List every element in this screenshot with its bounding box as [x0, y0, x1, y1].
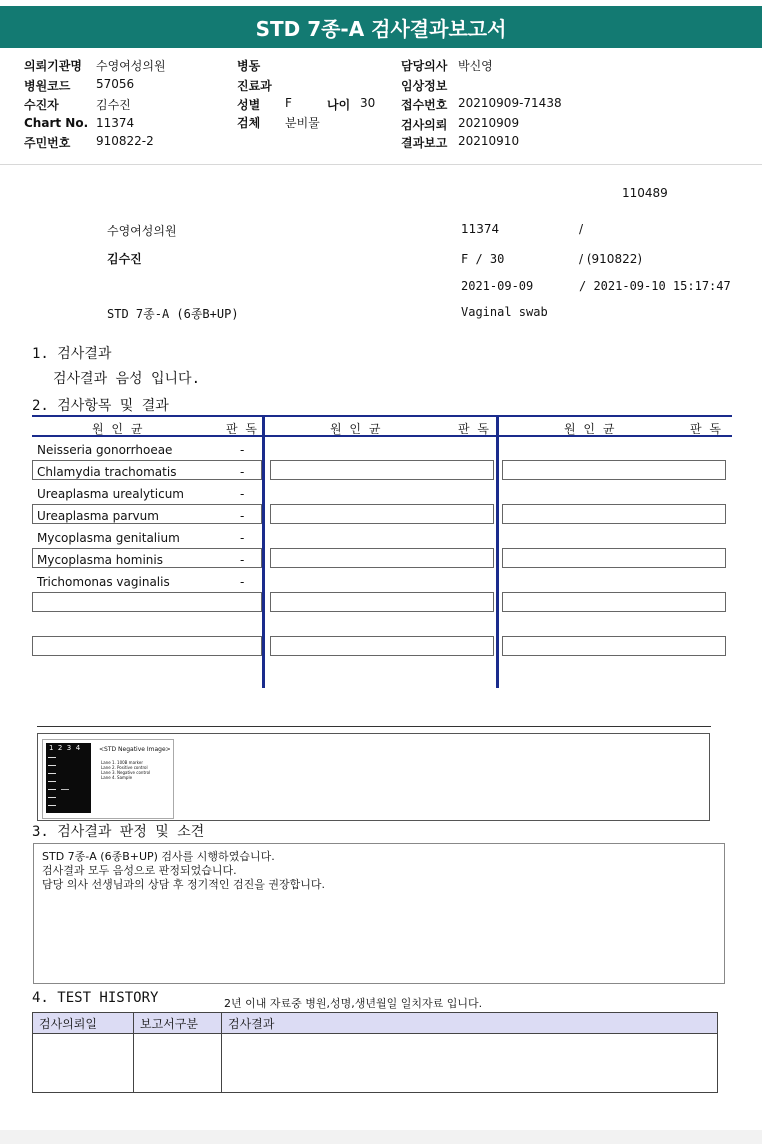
row-box [502, 636, 726, 656]
summary-specimen: Vaginal swab [461, 305, 548, 319]
receipt-no-label: 접수번호 [401, 98, 448, 112]
section1-heading: 1. 검사결과 [32, 346, 112, 362]
table-top-rule [32, 415, 732, 417]
gel-lanes [46, 743, 91, 813]
opinion-line-1: STD 7종-A (6종B+UP) 검사를 시행하였습니다. [42, 850, 275, 863]
summary-birth: / (910822) [579, 252, 643, 266]
history-col-request-date: 검사의뢰일 [33, 1013, 134, 1034]
sex-label: 성별 [237, 98, 261, 112]
pathogen-result: - [240, 443, 245, 457]
request-date-value: 20210909 [458, 116, 520, 130]
patient-value: 김수진 [96, 98, 131, 112]
row-box [270, 504, 494, 524]
gel-band [48, 805, 56, 806]
gel-band [48, 773, 56, 774]
col-header-pathogen-3: 원 인 균 [564, 422, 617, 436]
age-label: 나이 [327, 98, 351, 112]
clinic-name-value: 수영여성의원 [96, 59, 166, 73]
section2-heading: 2. 검사항목 및 결과 [32, 398, 169, 414]
ward-label: 병동 [237, 59, 261, 73]
summary-chart-no: 11374 [461, 222, 500, 236]
chart-no-value: 11374 [96, 116, 135, 130]
history-cell [222, 1034, 718, 1093]
gel-band [48, 757, 56, 758]
table-col-divider-2 [496, 415, 499, 688]
hospital-code-value: 57056 [96, 77, 135, 91]
pathogen-name: Mycoplasma hominis [37, 553, 163, 567]
gel-band [48, 765, 56, 766]
pathogen-result: - [240, 531, 245, 545]
col-header-pathogen-1: 원 인 균 [92, 422, 145, 436]
row-box [270, 460, 494, 480]
col-header-result-3: 판 독 [690, 422, 723, 436]
gel-title: <STD Negative Image> [99, 746, 171, 753]
sex-value: F [285, 96, 292, 110]
patient-label: 수진자 [24, 98, 59, 112]
gel-band [48, 797, 56, 798]
opinion-line-2: 검사결과 모두 음성으로 판정되었습니다. [42, 864, 237, 877]
receipt-no-value: 20210909-71438 [458, 96, 562, 110]
row-box [32, 592, 262, 612]
report-date-label: 결과보고 [401, 136, 448, 150]
pathogen-name: Neisseria gonorrhoeae [37, 443, 173, 457]
col-header-result-2: 판 독 [458, 422, 491, 436]
gel-band [61, 789, 69, 790]
section4-heading: 4. TEST HISTORY [32, 990, 159, 1006]
resident-no-label: 주민번호 [24, 136, 71, 150]
row-box [32, 636, 262, 656]
gel-lane-numbers: 1 2 3 4 [49, 744, 81, 752]
section3-heading: 3. 검사결과 판정 및 소견 [32, 824, 205, 840]
history-empty-row [33, 1034, 718, 1093]
opinion-line-3: 담당 의사 선생님과의 상담 후 정기적인 검진을 권장합니다. [42, 878, 325, 891]
clinical-info-label: 임상정보 [401, 79, 448, 93]
doctor-value: 박신영 [458, 59, 493, 73]
summary-clinic: 수영여성의원 [107, 224, 177, 238]
history-col-result: 검사결과 [222, 1013, 718, 1034]
age-value: 30 [360, 96, 376, 110]
specimen-label: 검체 [237, 116, 261, 130]
summary-test-name: STD 7종-A (6종B+UP) [107, 307, 239, 321]
image-top-rule [37, 726, 711, 727]
history-table [32, 1012, 718, 1093]
pathogen-result: - [240, 509, 245, 523]
header-left-row-1: 의뢰기관명 [24, 59, 82, 73]
report-date-value: 20210910 [458, 134, 520, 148]
pathogen-result: - [240, 553, 245, 567]
history-cell [134, 1034, 222, 1093]
row-box [270, 592, 494, 612]
row-box [502, 504, 726, 524]
opinion-box [33, 843, 725, 984]
report-title: STD 7종-A 검사결과보고서 [0, 6, 762, 48]
doctor-label: 담당의사 [401, 59, 448, 73]
pathogen-name: Ureaplasma urealyticum [37, 487, 184, 501]
table-col-divider-1 [262, 415, 265, 688]
pathogen-result: - [240, 465, 245, 479]
pathogen-name: Chlamydia trachomatis [37, 465, 177, 479]
header-divider [0, 164, 762, 165]
gel-band [48, 781, 56, 782]
chart-no-label: Chart No. [24, 116, 89, 130]
resident-no-value: 910822-2 [96, 134, 154, 148]
summary-slash: / [579, 222, 584, 236]
history-cell [33, 1034, 134, 1093]
pathogen-name: Mycoplasma genitalium [37, 531, 180, 545]
col-header-pathogen-2: 원 인 균 [330, 422, 383, 436]
report-code: 110489 [622, 186, 668, 200]
section1-result-text: 검사결과 음성 입니다. [53, 371, 201, 387]
history-note: 2년 이내 자료중 병원,성명,생년월일 일치자료 입니다. [224, 997, 483, 1010]
specimen-value: 분비물 [285, 116, 320, 130]
row-box [502, 592, 726, 612]
summary-request-date: 2021-09-09 [461, 279, 534, 293]
summary-patient-name: 김수진 [107, 252, 142, 266]
history-header-row [33, 1013, 718, 1034]
gel-band [48, 789, 56, 790]
col-header-result-1: 판 독 [226, 422, 259, 436]
row-box [270, 636, 494, 656]
pathogen-result: - [240, 575, 245, 589]
summary-sex-age: F / 30 [461, 252, 505, 266]
gel-image [42, 739, 174, 819]
gel-legend: Lane 1. 100B marker Lane 2. Positive control Lane 3. Negative control Lane 4. Sample [101, 760, 151, 780]
request-date-label: 검사의뢰 [401, 118, 448, 132]
summary-report-datetime: / 2021-09-10 15:17:47 [579, 279, 731, 293]
pathogen-result: - [240, 487, 245, 501]
pathogen-name: Ureaplasma parvum [37, 509, 159, 523]
dept-label: 진료과 [237, 79, 272, 93]
row-box [502, 548, 726, 568]
hospital-code-label: 병원코드 [24, 79, 71, 93]
row-box [270, 548, 494, 568]
history-col-report-type: 보고서구분 [134, 1013, 222, 1034]
pathogen-name: Trichomonas vaginalis [37, 575, 170, 589]
row-box [502, 460, 726, 480]
